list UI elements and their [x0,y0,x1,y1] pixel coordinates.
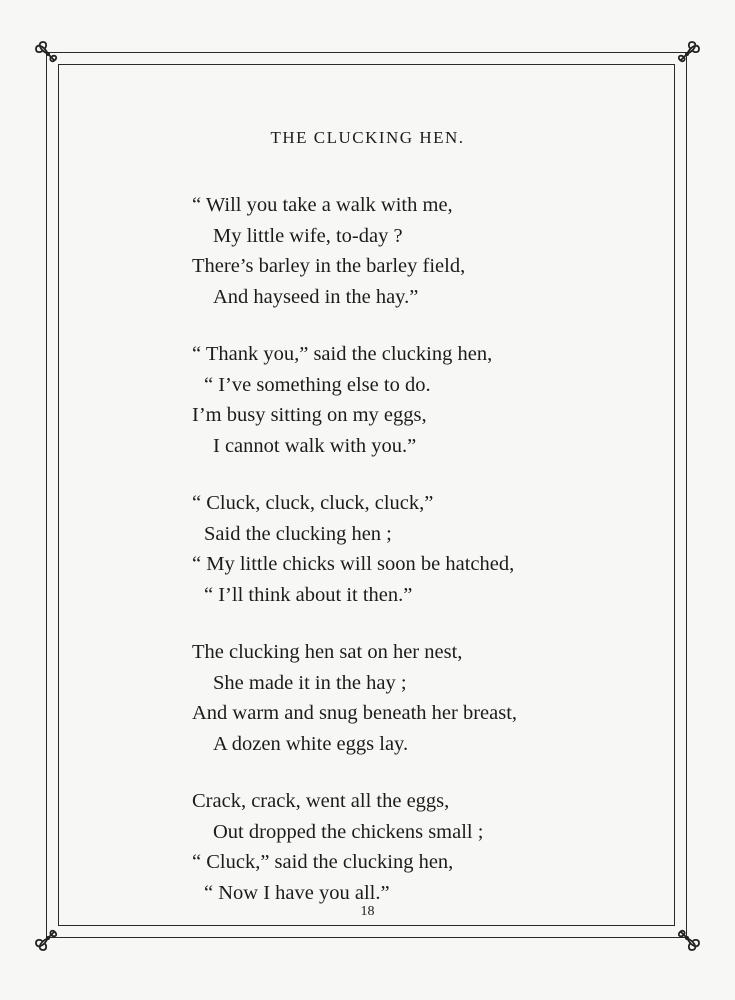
poem-title: THE CLUCKING HEN. [270,128,465,147]
poem-line: I’m busy sitting on my eggs, [192,404,427,426]
stanza-3 [0,488,735,610]
poem-body [0,190,735,935]
fleur-corner-icon [33,39,63,69]
poem-line: Crack, crack, went all the eggs, [192,790,450,812]
poem-line: She made it in the hay ; [213,671,407,694]
poem-line: The clucking hen sat on her nest, [192,641,463,663]
poem-line: My little wife, to-day ? [213,224,403,247]
poem-line: Out dropped the chickens small ; [213,820,484,843]
poem-line: Said the clucking hen ; [204,522,392,545]
poem-line: “ Cluck, cluck, cluck, cluck,” [192,492,434,514]
stanza-5 [0,786,735,908]
poem-line: A dozen white eggs lay. [213,732,409,755]
poem-line: And hayseed in the hay.” [213,285,419,308]
poem-line: There’s barley in the barley field, [192,255,466,277]
poem-line: “ Will you take a walk with me, [192,194,453,216]
page-number: 18 [360,904,375,919]
fleur-corner-icon [672,39,702,69]
poem-line: “ I’ve something else to do. [204,373,431,396]
stanza-4 [0,637,735,759]
poem-line: “ Cluck,” said the clucking hen, [192,851,454,873]
stanza-1 [0,190,735,312]
poem-line: I cannot walk with you.” [213,434,417,457]
poem-line: “ My little chicks will soon be hatched, [192,553,515,575]
poem-line: “ Thank you,” said the clucking hen, [192,343,493,365]
poem-line: “ I’ll think about it then.” [204,583,413,606]
poem-line: “ Now I have you all.” [204,881,390,904]
stanza-2 [0,339,735,461]
poem-line: And warm and snug beneath her breast, [192,702,518,724]
